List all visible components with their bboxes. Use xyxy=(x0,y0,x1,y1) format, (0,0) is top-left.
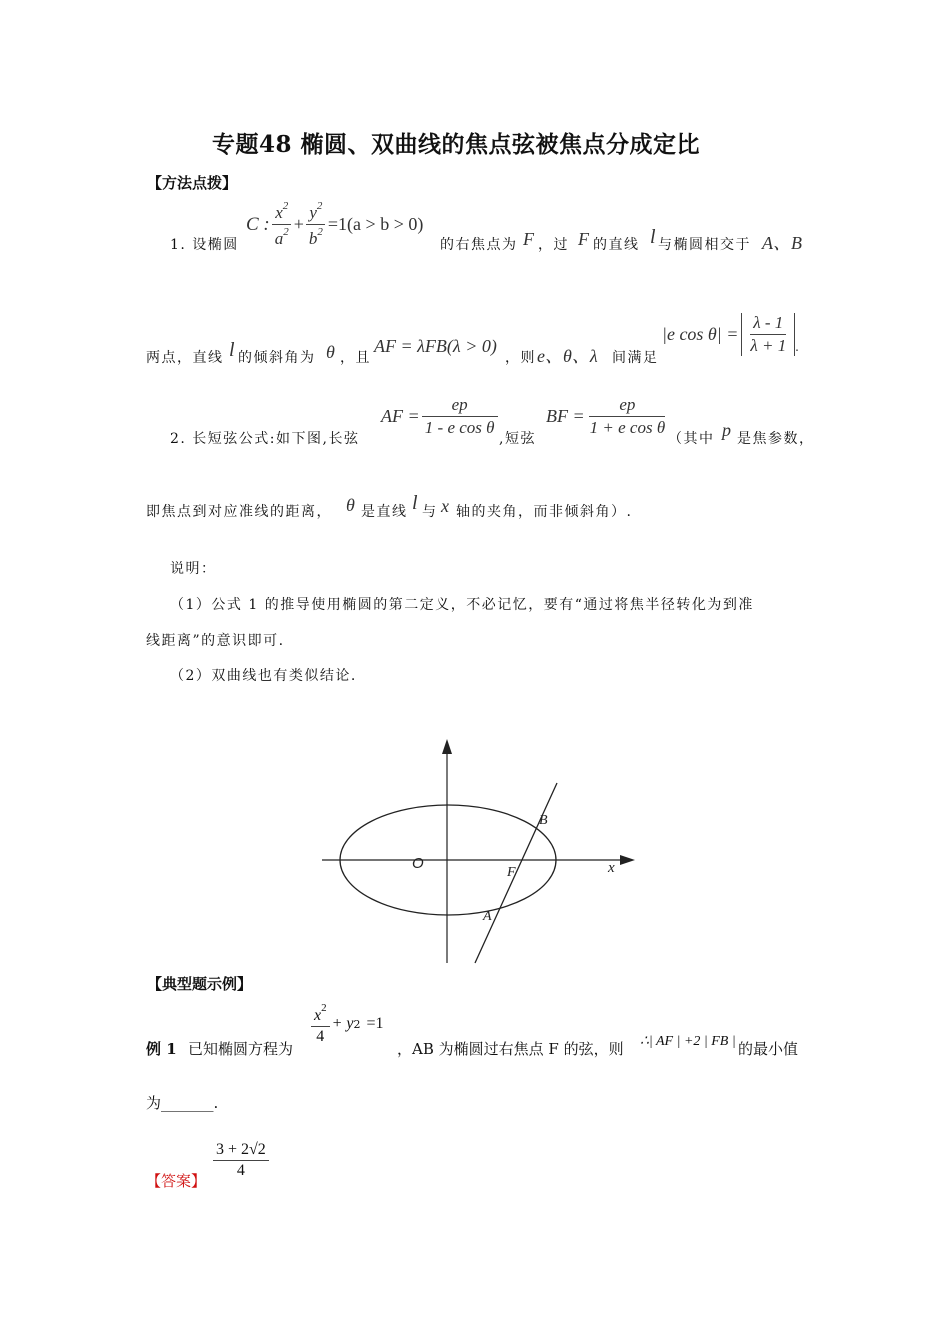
item1-line2-t1: 两点，直线 xyxy=(146,350,224,366)
ecos-lhs: |e cos θ| = xyxy=(662,324,739,344)
item1-F2: F xyxy=(578,229,589,249)
frac-x: x xyxy=(275,203,283,222)
lambda-den: λ + 1 xyxy=(750,336,787,355)
bf-frac xyxy=(587,395,669,438)
eq-den: 4 xyxy=(316,1028,325,1045)
lambda-abs xyxy=(741,313,795,356)
y-axis-arrow xyxy=(442,739,452,754)
item1-line2-t5: 间满足 xyxy=(612,350,659,366)
note-2: （2）双曲线也有类似结论. xyxy=(170,668,357,684)
answer-value xyxy=(211,1141,271,1180)
frac-y-b: $\frac{y^2}{b^2}$ xyxy=(306,200,326,249)
formula-c: C : xyxy=(246,213,270,235)
bf-lhs: BF = xyxy=(546,406,585,426)
af-num: ep xyxy=(422,395,498,417)
bf-formula xyxy=(546,395,670,438)
item1-suffix-b: ，过 xyxy=(538,237,569,253)
item1-suffix-c: 的直线 xyxy=(593,237,640,253)
frac-x-a: $\frac{x^2}{a^2}$ xyxy=(272,200,292,249)
note-1a: （1）公式 1 的推导使用椭圆的第二定义，不必记忆，要有“通过将焦半径转化为到准 xyxy=(170,597,754,613)
item2-mid: ,短弦 xyxy=(499,431,536,447)
ecos-end: . xyxy=(795,340,799,355)
item1-line2-t3: ，且 xyxy=(340,350,371,366)
item1-line2-l: l xyxy=(229,339,235,361)
point-a-label: A xyxy=(483,909,492,924)
item1-suffix-d: 与椭圆相交于 xyxy=(658,237,751,253)
x-axis-arrow xyxy=(620,855,635,865)
item1-F: F xyxy=(523,229,534,249)
item1-suffix-a: 的右焦点为 xyxy=(440,237,518,253)
frac-a: a xyxy=(274,229,284,248)
item2-line2-t2: 是直线 xyxy=(361,504,408,520)
lambda-frac xyxy=(747,313,789,356)
example1-frac: $\frac{x^2}{4}$ xyxy=(311,1002,330,1046)
item2-line2-t4: 轴的夹角，而非倾斜角）. xyxy=(456,504,633,520)
answer-label: 【答案】 xyxy=(146,1172,207,1190)
item1-line2-t4: ，则 xyxy=(505,350,536,366)
example1-t1: 已知椭圆方程为 xyxy=(188,1040,294,1058)
example1-equation: $\frac{x^2}{4}$ + y 2 =1 xyxy=(309,1002,384,1046)
origin-label: O xyxy=(412,855,424,872)
example-heading: 【典型题示例】 xyxy=(147,975,253,993)
focus-label: F xyxy=(507,865,516,880)
item2-prefix: 2. 长短弦公式:如下图,长弦 xyxy=(170,431,360,447)
item2-line2-l: l xyxy=(412,492,418,514)
item2-tail-b: 是焦参数， xyxy=(737,431,815,447)
point-b-label: B xyxy=(539,813,548,828)
item1-line2-t2: 的倾斜角为 xyxy=(238,350,316,366)
ellipse-figure xyxy=(315,735,645,970)
item1-prefix: 1. 设椭圆 xyxy=(170,237,239,253)
item1-line2-theta: θ xyxy=(326,342,335,362)
example1-line2: 为_______. xyxy=(146,1094,219,1112)
answer-den: 4 xyxy=(236,1162,245,1179)
item2-line2-x: x xyxy=(441,496,449,516)
lambda-num: λ - 1 xyxy=(750,313,786,335)
example1-expr: ∴| AF | +2 | FB | xyxy=(640,1034,736,1049)
item2-line2-theta: θ xyxy=(346,495,355,515)
frac-y: y xyxy=(309,203,317,222)
page-title: 专题48 椭圆、双曲线的焦点弦被焦点分成定比 xyxy=(212,131,701,158)
example1-t3: 的最小值 xyxy=(738,1040,799,1058)
item2-line2-t3: 与 xyxy=(422,504,438,520)
ecos-relation xyxy=(662,313,799,356)
af-formula xyxy=(381,395,500,438)
item1-AB: A、B xyxy=(762,233,802,253)
bf-num: ep xyxy=(589,395,665,417)
example1-label: 例 1 xyxy=(146,1040,177,1058)
item1-l: l xyxy=(650,226,656,248)
ellipse-equation: C : $\frac{x^2}{a^2}$ + $\frac{y^2}{b^2}$ =1(a > b > 0) xyxy=(246,200,424,248)
bf-den: 1 + e cos θ xyxy=(589,418,666,437)
frac-b: b xyxy=(308,229,318,248)
x-axis-label: x xyxy=(608,860,615,876)
answer-num: 3 + 2√2 xyxy=(213,1141,269,1161)
formula-rest: =1(a > b > 0) xyxy=(327,214,424,234)
af-lambda-fb: AF = λFB(λ > 0) xyxy=(374,336,497,356)
eq-rest: + y xyxy=(331,1015,354,1032)
example1-t2: ，AB 为椭圆过右焦点 F 的弦，则 xyxy=(397,1040,624,1058)
method-heading: 【方法点拨】 xyxy=(147,174,238,192)
af-frac xyxy=(422,395,498,438)
note-1b: 线距离”的意识即可. xyxy=(146,633,285,649)
notes-heading: 说明： xyxy=(170,561,217,577)
item2-p: p xyxy=(722,420,731,440)
item2-line2-t1: 即焦点到对应准线的距离， xyxy=(146,504,332,520)
eq-x: x xyxy=(314,1007,322,1024)
item2-tail-a: （其中 xyxy=(668,431,715,447)
item1-line2-vars: e、θ、λ xyxy=(537,346,598,366)
focal-chord-line xyxy=(475,783,557,963)
af-lhs: AF = xyxy=(381,406,420,426)
answer-frac xyxy=(213,1141,269,1180)
af-den: 1 - e cos θ xyxy=(424,418,495,437)
eq-eq: =1 xyxy=(366,1015,384,1032)
